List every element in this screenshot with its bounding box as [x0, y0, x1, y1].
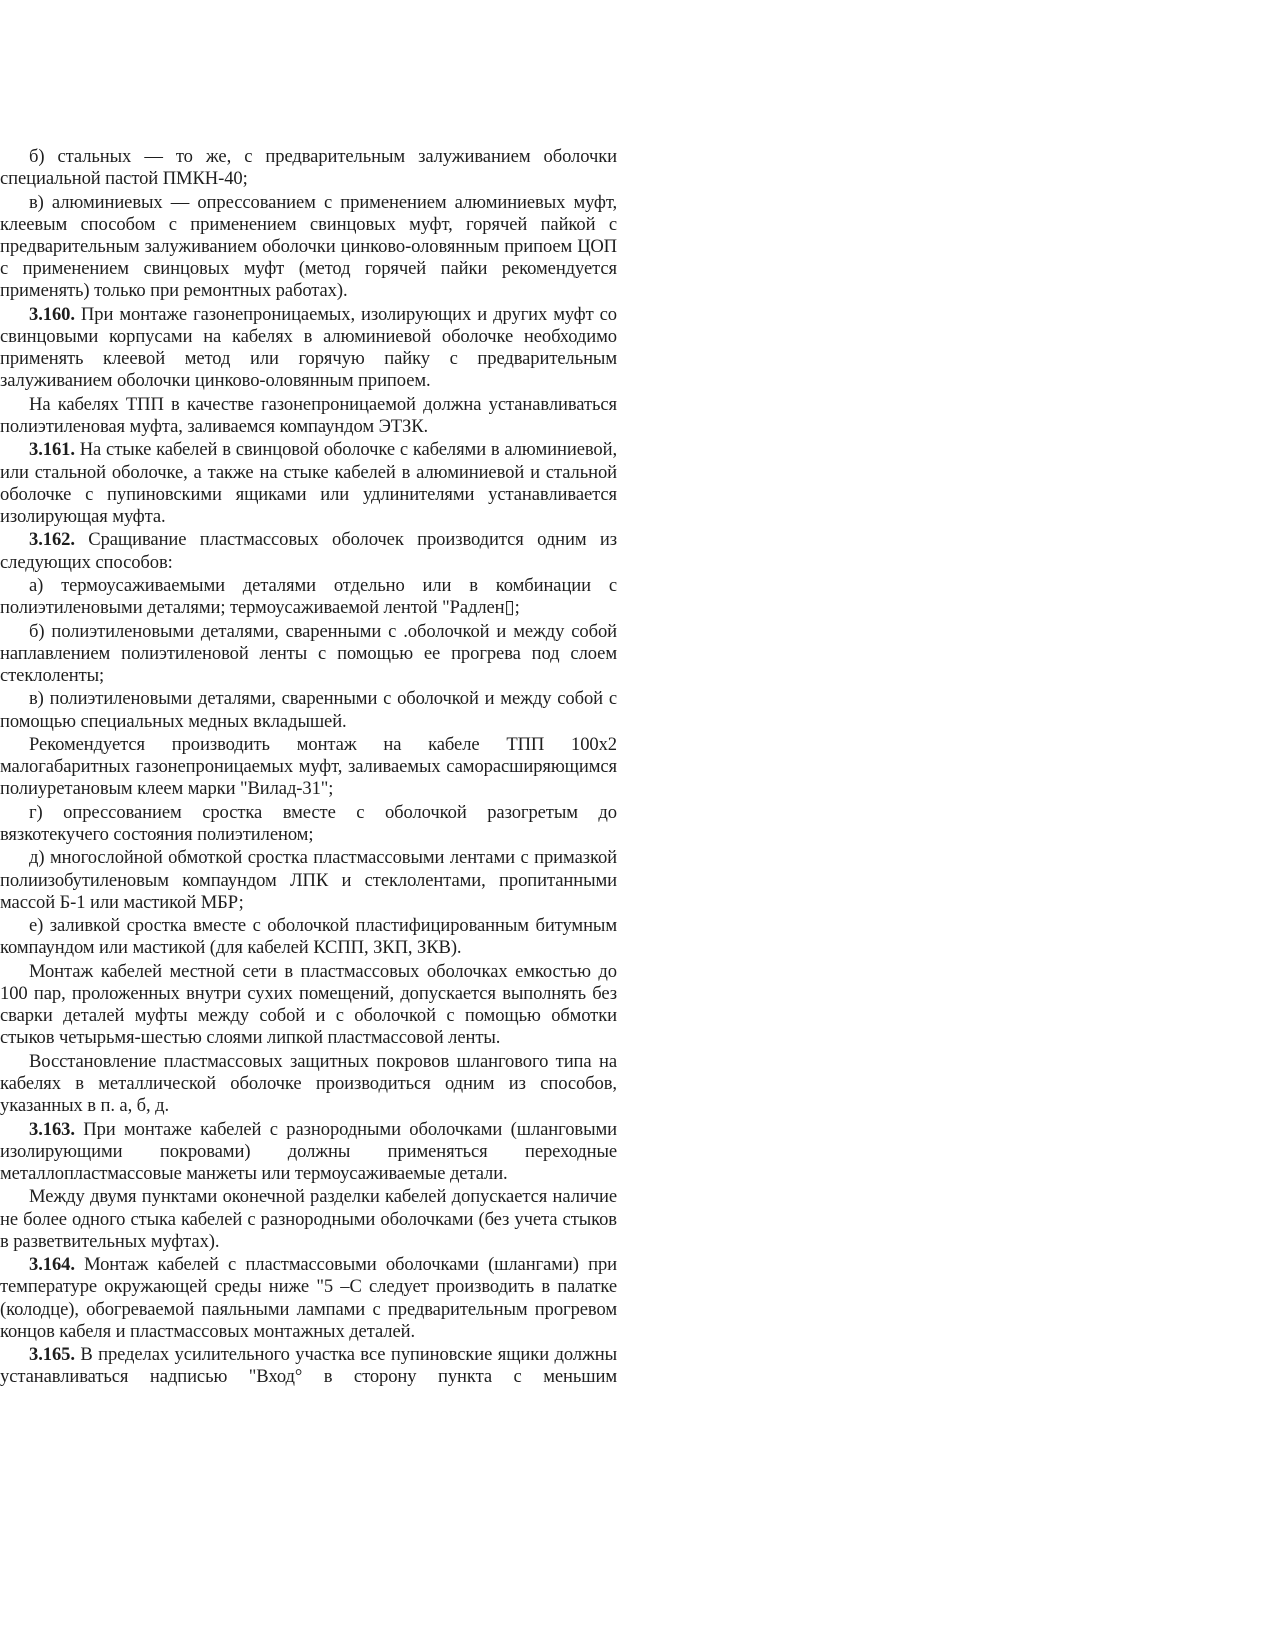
paragraph-text: б) стальных — то же, с предварительным залуживанием оболочки специальной пастой ПМКН-40;	[0, 146, 617, 190]
paragraph-recommendation	[0, 734, 617, 801]
clause-number: 3.162.	[29, 529, 75, 551]
paragraph-aluminium	[0, 192, 617, 303]
paragraph-text: На кабелях ТПП в качестве газонепроницаемой должна устанавливаться полиэтиленовая муфта, заливаемся компаундом ЭТЗК.	[0, 393, 617, 437]
paragraph-text: Восстановление пластмассовых защитных покровов шлангового типа на кабелях в металлической оболочке производиться одним из способов, указанных в п. а, б, д.	[0, 1050, 617, 1117]
clause-number: 3.161.	[29, 439, 75, 461]
paragraph-text: б) полиэтиленовыми деталями, сваренными с .оболочкой и между собой наплавлением полиэтиленовой ленты с помощью ее прогрева под слоем стеклоленты;	[0, 620, 617, 686]
list-item-a	[0, 575, 617, 619]
paragraph-restoration	[0, 1051, 617, 1118]
list-item-g	[0, 802, 617, 846]
paragraph-text: Сращивание пластмассовых оболочек производится одним из следующих способов:	[0, 529, 617, 573]
clause-number: 3.160.	[29, 303, 75, 325]
paragraph-text: Монтаж кабелей с пластмассовыми оболочками (шлангами) при температуре окружающей среды ниже "5 –С следует производить в палатке (колодце), обогреваемой паяльными лампами с предварительным прогревом концов кабеля и пластмассовых монтажных деталей.	[0, 1254, 617, 1342]
paragraph-text: Монтаж кабелей местной сети в пластмассовых оболочках емкостью до 100 пар, проложенных внутри сухих помещений, допускается выполнять без сварки деталей муфты между собой и с оболочкой с помощью обмотки стыков четырьмя-шестью слоями липкой пластмассовой ленты.	[0, 960, 617, 1049]
paragraph-text: д) многослойной обмоткой сростка пластмассовыми лентами с примазкой полиизобутиленовым компаундом ЛПК и стеклолентами, пропитанными массой Б-1 или мастикой МБР;	[0, 847, 617, 913]
list-item-d	[0, 847, 617, 914]
paragraph-text: г) опрессованием сростка вместе с оболочкой разогретым до вязкотекучего состояния полиэтиленом;	[0, 801, 617, 845]
clause-number: 3.164.	[29, 1254, 75, 1276]
paragraph-text: Между двумя пунктами оконечной разделки кабелей допускается наличие не более одного стыка кабелей с разнородными оболочками (без учета стыков в разветвительных муфтах).	[0, 1186, 617, 1252]
paragraph-text: На стыке кабелей в свинцовой оболочке с кабелями в алюминиевой, или стальной оболочке, а также на стыке кабелей в алюминиевой и стальной оболочке с пупиновскими ящиками или удлинителями устанавливается изолирующая муфта.	[0, 439, 617, 527]
list-item-b	[0, 621, 617, 688]
paragraph-tpp-coupling	[0, 394, 617, 438]
paragraph-text: При монтаже кабелей с разнородными оболочками (шланговыми изолирующими покровами) должны применяться переходные металлопластмассовые манжеты или термоусаживаемые детали.	[0, 1118, 617, 1184]
paragraph-text: е) заливкой сростка вместе с оболочкой пластифицированным битумным компаундом или мастикой (для кабелей КСПП, ЗКП, ЗКВ).	[0, 915, 617, 959]
clause-3-162	[0, 529, 617, 573]
paragraph-steel	[0, 146, 617, 190]
clause-3-165	[0, 1344, 617, 1388]
list-item-v	[0, 688, 617, 732]
clause-3-160	[0, 304, 617, 393]
paragraph-local-network	[0, 961, 617, 1050]
paragraph-text: в) полиэтиленовыми деталями, сваренными с оболочкой и между собой с помощью специальных медных вкладышей.	[0, 688, 617, 732]
paragraph-between-points	[0, 1186, 617, 1253]
clause-number: 3.163.	[29, 1118, 75, 1140]
paragraph-text: При монтаже газонепроницаемых, изолирующих и других муфт со свинцовыми корпусами на кабелях в алюминиевой оболочке необходимо применять клеевой метод или горячую пайку с предварительным залуживанием оболочки цинково-оловянным припоем.	[0, 303, 617, 392]
paragraph-text: В пределах усилительного участка все пупиновские ящики должны устанавливаться надписью "Вход° в сторону пункта с меньшим	[0, 1344, 617, 1388]
clause-3-161	[0, 439, 617, 528]
clause-number: 3.165.	[29, 1344, 75, 1366]
document-page	[0, 146, 617, 1390]
clause-3-163	[0, 1119, 617, 1186]
clause-3-164	[0, 1254, 617, 1343]
paragraph-text: в) алюминиевых — опрессованием с применением алюминиевых муфт, клеевым способом с применением свинцовых муфт, горячей пайкой с предварительным залуживанием оболочки цинково-оловянным припоем ЦОП с применением свинцовых муфт (метод горячей пайки рекомендуется применять) только при ремонтных работах).	[0, 191, 617, 302]
paragraph-text: Рекомендуется производить монтаж на кабеле ТПП 100х2 малогабаритных газонепроницаемых муфт, заливаемых саморасширяющимся полиуретановым клеем марки "Вилад-31";	[0, 733, 617, 800]
paragraph-text: а) термоусаживаемыми деталями отдельно или в комбинации с полиэтиленовыми деталями; термоусаживаемой лентой "Радлен▯;	[0, 574, 617, 619]
list-item-e	[0, 915, 617, 959]
